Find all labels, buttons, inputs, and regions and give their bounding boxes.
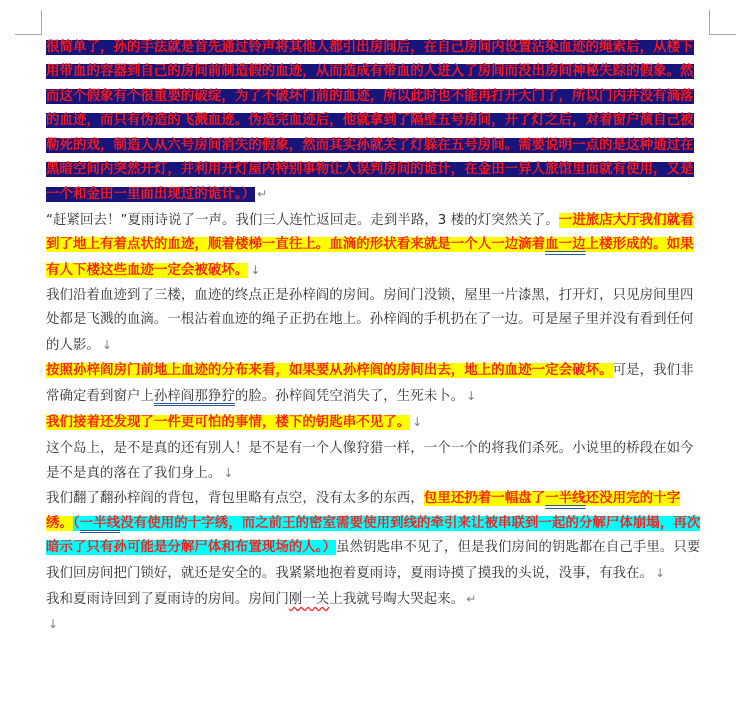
plain-text: 我们沿着血迹到了三楼，血迹的终点正是孙梓阎的房间。房间门没锁，屋里一片漆黑，打开灯，只见房间里四处都是飞溅的血滴。一根沾着血迹的绳子正扔在地上。孙梓阎的手机扔在了一边。可是屋子里并没有看到任何的人影。 xyxy=(46,288,694,353)
document-page[interactable] xyxy=(46,36,702,638)
line-break-mark-icon: ↓ xyxy=(223,465,234,480)
paragraph-6[interactable] xyxy=(46,437,702,487)
plain-text: 虽然钥匙串不见了，但是我们房间的钥匙都在自己手里。只要我们回房间把门锁好，就还是安全的。我紧紧地抱着夏雨诗，夏雨诗摸了摸我的头说，没事，有我在。 xyxy=(46,540,701,581)
plain-text: 可是，我们非常确定看到窗户上 xyxy=(46,363,694,404)
line-break-mark-icon: ↓ xyxy=(101,337,113,352)
yellow-highlight-text: 上楼形成的。如果有人下楼这些血迹一定会被破坏。 xyxy=(46,237,694,278)
plain-text: 的脸。孙梓阎凭空消失了，生死未卜。 xyxy=(234,388,465,404)
plain-text: 我们翻了翻孙梓阎的背包，背包里略有点空，没有太多的东西， xyxy=(46,491,424,507)
spellcheck-underlined-text: 刚一关 xyxy=(288,591,330,607)
cyan-highlight-text: 没有使用的十字绣，而之前王的密室需要使用到线的牵引来让被串联到一起的分解尸体崩塌，再次暗示了只有孙可能是分解尸体和布置现场的人。） xyxy=(46,515,701,556)
plain-text: “赶紧回去！”夏雨诗说了一声。我们三人连忙返回走。走到半路，3 楼的灯突然关了。 xyxy=(46,212,559,228)
cyan-highlight-text: （ xyxy=(72,515,80,531)
yellow-highlight-text: 还没用完的十字绣。 xyxy=(46,491,681,531)
paragraph-8[interactable] xyxy=(46,587,702,612)
paragraph-7[interactable] xyxy=(46,487,702,586)
line-break-mark-icon: ↓ xyxy=(48,617,59,632)
cyan-highlight-underlined-text: 一半线 xyxy=(79,515,121,531)
page-corner-marker-top-left xyxy=(15,10,42,35)
underlined-text: 孙梓阎那狰狞 xyxy=(153,388,235,404)
yellow-highlight-underlined-text: 一半线 xyxy=(545,491,586,507)
yellow-highlight-text: 按照孙梓阎房门前地上血迹的分布来看，如果要从孙梓阎的房间出去，地上的血迹一定会破坏。 xyxy=(46,363,613,379)
plain-text: 上我就号啕大哭起来。 xyxy=(329,591,465,607)
paragraph-5[interactable] xyxy=(46,410,702,435)
yellow-highlight-text: 我们接着还发现了一件更可怕的事情，楼下的钥匙串不见了。 xyxy=(46,415,411,431)
plain-text: 我和夏雨诗回到了夏雨诗的房间。房间门 xyxy=(46,591,289,607)
plain-text: 这个岛上，是不是真的还有别人！是不是有一个人像狩猎一样，一个一个的将我们杀死。小说里的桥段在如今是不是真的落在了我们身上。 xyxy=(46,440,694,481)
page-corner-marker-top-right xyxy=(709,10,736,35)
selected-highlight-text: 很简单了，孙的手法就是首先通过铃声将其他人都引出房间后，在自己房间内设置沾染血迹的绳索后，从楼下用带血的容器到自己的房间前制造假的血迹，从而造成有带血的人进入了房间而没出房间神秘失踪的假象。然而这个假象有个很重要的破绽，为了不破坏门前的血迹，所以此时也不能再打开大门了，所以门内并没有滴落的血迹，而只有伪造的飞溅血迹。伪造完血迹后，他就拿到了隔壁五号房间，开了灯之后，对着窗户演自己被勒死的戏，制造人从六号房间消失的假象，然而其实孙就关了灯躲在五号房间。需要说明一点的是这种通过在黑暗空间内突然开灯，并利用开灯屋内特别事物让人误判房间的诡计，在金田一异人旅馆里面就有使用，又是一个和金田一里面出现过的诡计。） xyxy=(46,40,694,203)
line-break-mark-icon: ↓ xyxy=(655,565,666,580)
paragraph-3[interactable] xyxy=(46,284,702,358)
empty-trailing-line[interactable] xyxy=(46,612,702,637)
paragraph-mark-icon: ↵ xyxy=(257,187,268,202)
line-break-mark-icon: ↓ xyxy=(412,415,423,430)
paragraph-2[interactable] xyxy=(46,209,702,283)
yellow-highlight-underlined-text: 血一边 xyxy=(545,237,586,253)
paragraph-4[interactable] xyxy=(46,359,702,409)
yellow-highlight-text: 包里还扔着一幅盘了 xyxy=(423,491,546,507)
line-break-mark-icon: ↓ xyxy=(466,388,477,403)
paragraph-1[interactable] xyxy=(46,36,702,208)
paragraph-mark-icon: ↵ xyxy=(466,591,477,606)
yellow-highlight-text: 一进旅店大厅我们就看到了地上有着点状的血迹，顺着楼梯一直往上。血滴的形状看来就是一个人一边滴着 xyxy=(46,212,694,253)
line-break-mark-icon: ↓ xyxy=(250,262,261,277)
